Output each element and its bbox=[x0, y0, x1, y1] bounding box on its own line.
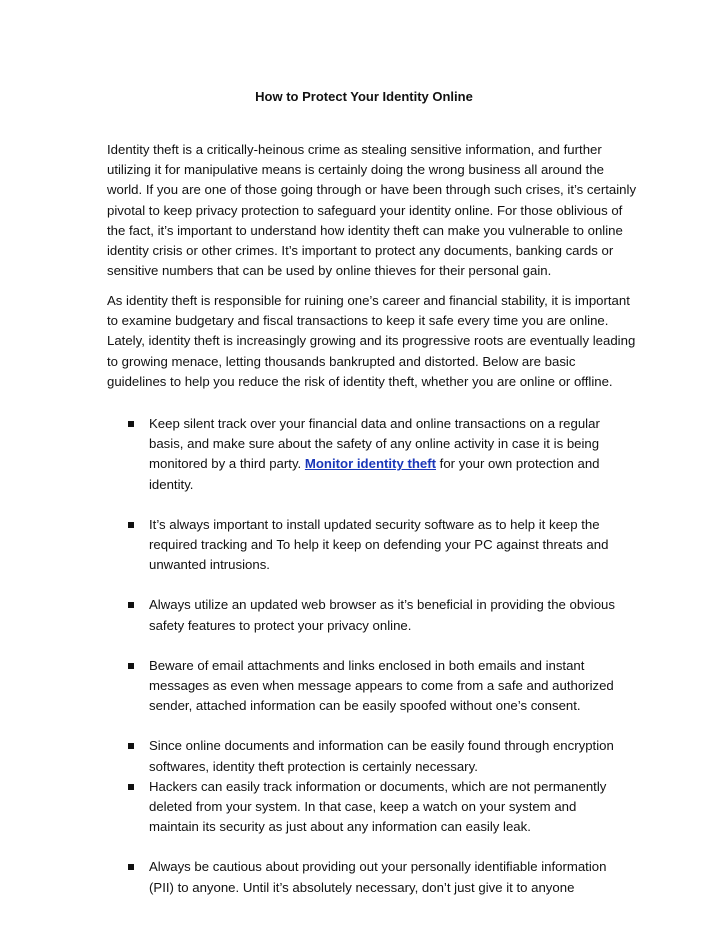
document-title: How to Protect Your Identity Online bbox=[255, 89, 473, 104]
list-item bbox=[149, 736, 629, 776]
list-item bbox=[149, 857, 629, 897]
intro-paragraph: Identity theft is a critically-heinous crime as stealing sensitive information, and further utilizing it for manipulative means is certainly doing the wrong business all around the world. If you are one of those going through or have been through such crises, it’s certainly pivotal to keep privacy protection to safeguard your identity online. For those oblivious of the fact, it’s important to understand how identity theft can make you vulnerable to online identity crisis or other crimes. It’s important to protect any documents, banking cards or sensitive numbers that can be used by online thieves for their personal gain. bbox=[107, 142, 637, 279]
list-item bbox=[149, 656, 629, 717]
list-item-text: Always utilize an updated web browser as it’s beneficial in providing the obvious safety features to protect your privacy online. bbox=[149, 597, 615, 633]
square-bullet-icon bbox=[128, 602, 134, 608]
list-item-text-before-link: Keep silent track over your financial data and online transactions on a regular basis, and make sure about the safety of any online activity in case it is being monitored by a third party. bbox=[149, 416, 600, 472]
list-item-text-after-link: for your own protection and identity. bbox=[149, 456, 600, 492]
square-bullet-icon bbox=[128, 522, 134, 528]
list-item bbox=[149, 515, 629, 576]
square-bullet-icon bbox=[128, 864, 134, 870]
square-bullet-icon bbox=[128, 743, 134, 749]
list-item bbox=[149, 595, 629, 635]
list-item bbox=[149, 777, 629, 838]
monitor-identity-theft-link[interactable]: Monitor identity theft bbox=[304, 456, 437, 472]
list-item-text: It’s always important to install updated security software as to help it keep the required tracking and To help it keep on defending your PC against threats and unwanted intrusions. bbox=[149, 516, 609, 573]
guideline-list bbox=[0, 414, 728, 898]
square-bullet-icon bbox=[128, 663, 134, 669]
list-item-text: Always be cautious about providing out your personally identifiable information (PII) to anyone. Until it’s absolutely necessary, don’t just give it to anyone bbox=[149, 859, 607, 895]
list-item-text: Hackers can easily track information or documents, which are not permanently deleted from your system. In that case, keep a watch on your system and maintain its security as just about any information can easily leak. bbox=[149, 778, 607, 835]
square-bullet-icon bbox=[128, 784, 134, 790]
list-item bbox=[149, 414, 629, 495]
list-item-text: Since online documents and information can be easily found through encryption softwares, identity theft protection is certainly necessary. bbox=[149, 738, 614, 774]
list-item-text: Beware of email attachments and links enclosed in both emails and instant messages as even when message appears to come from a safe and authorized sender, attached information can be easily spoofed without one’s consent. bbox=[149, 657, 614, 714]
square-bullet-icon bbox=[128, 421, 134, 427]
guidelines-paragraph: As identity theft is responsible for ruining one’s career and financial stability, it is important to examine budgetary and fiscal transactions to keep it safe every time you are online. Lately, identity theft is increasingly growing and its progressive roots are eventually leading to growing menace, letting thousands bankrupted and distorted. Below are basic guidelines to help you reduce the risk of identity theft, whether you are online or offline. bbox=[107, 293, 636, 389]
